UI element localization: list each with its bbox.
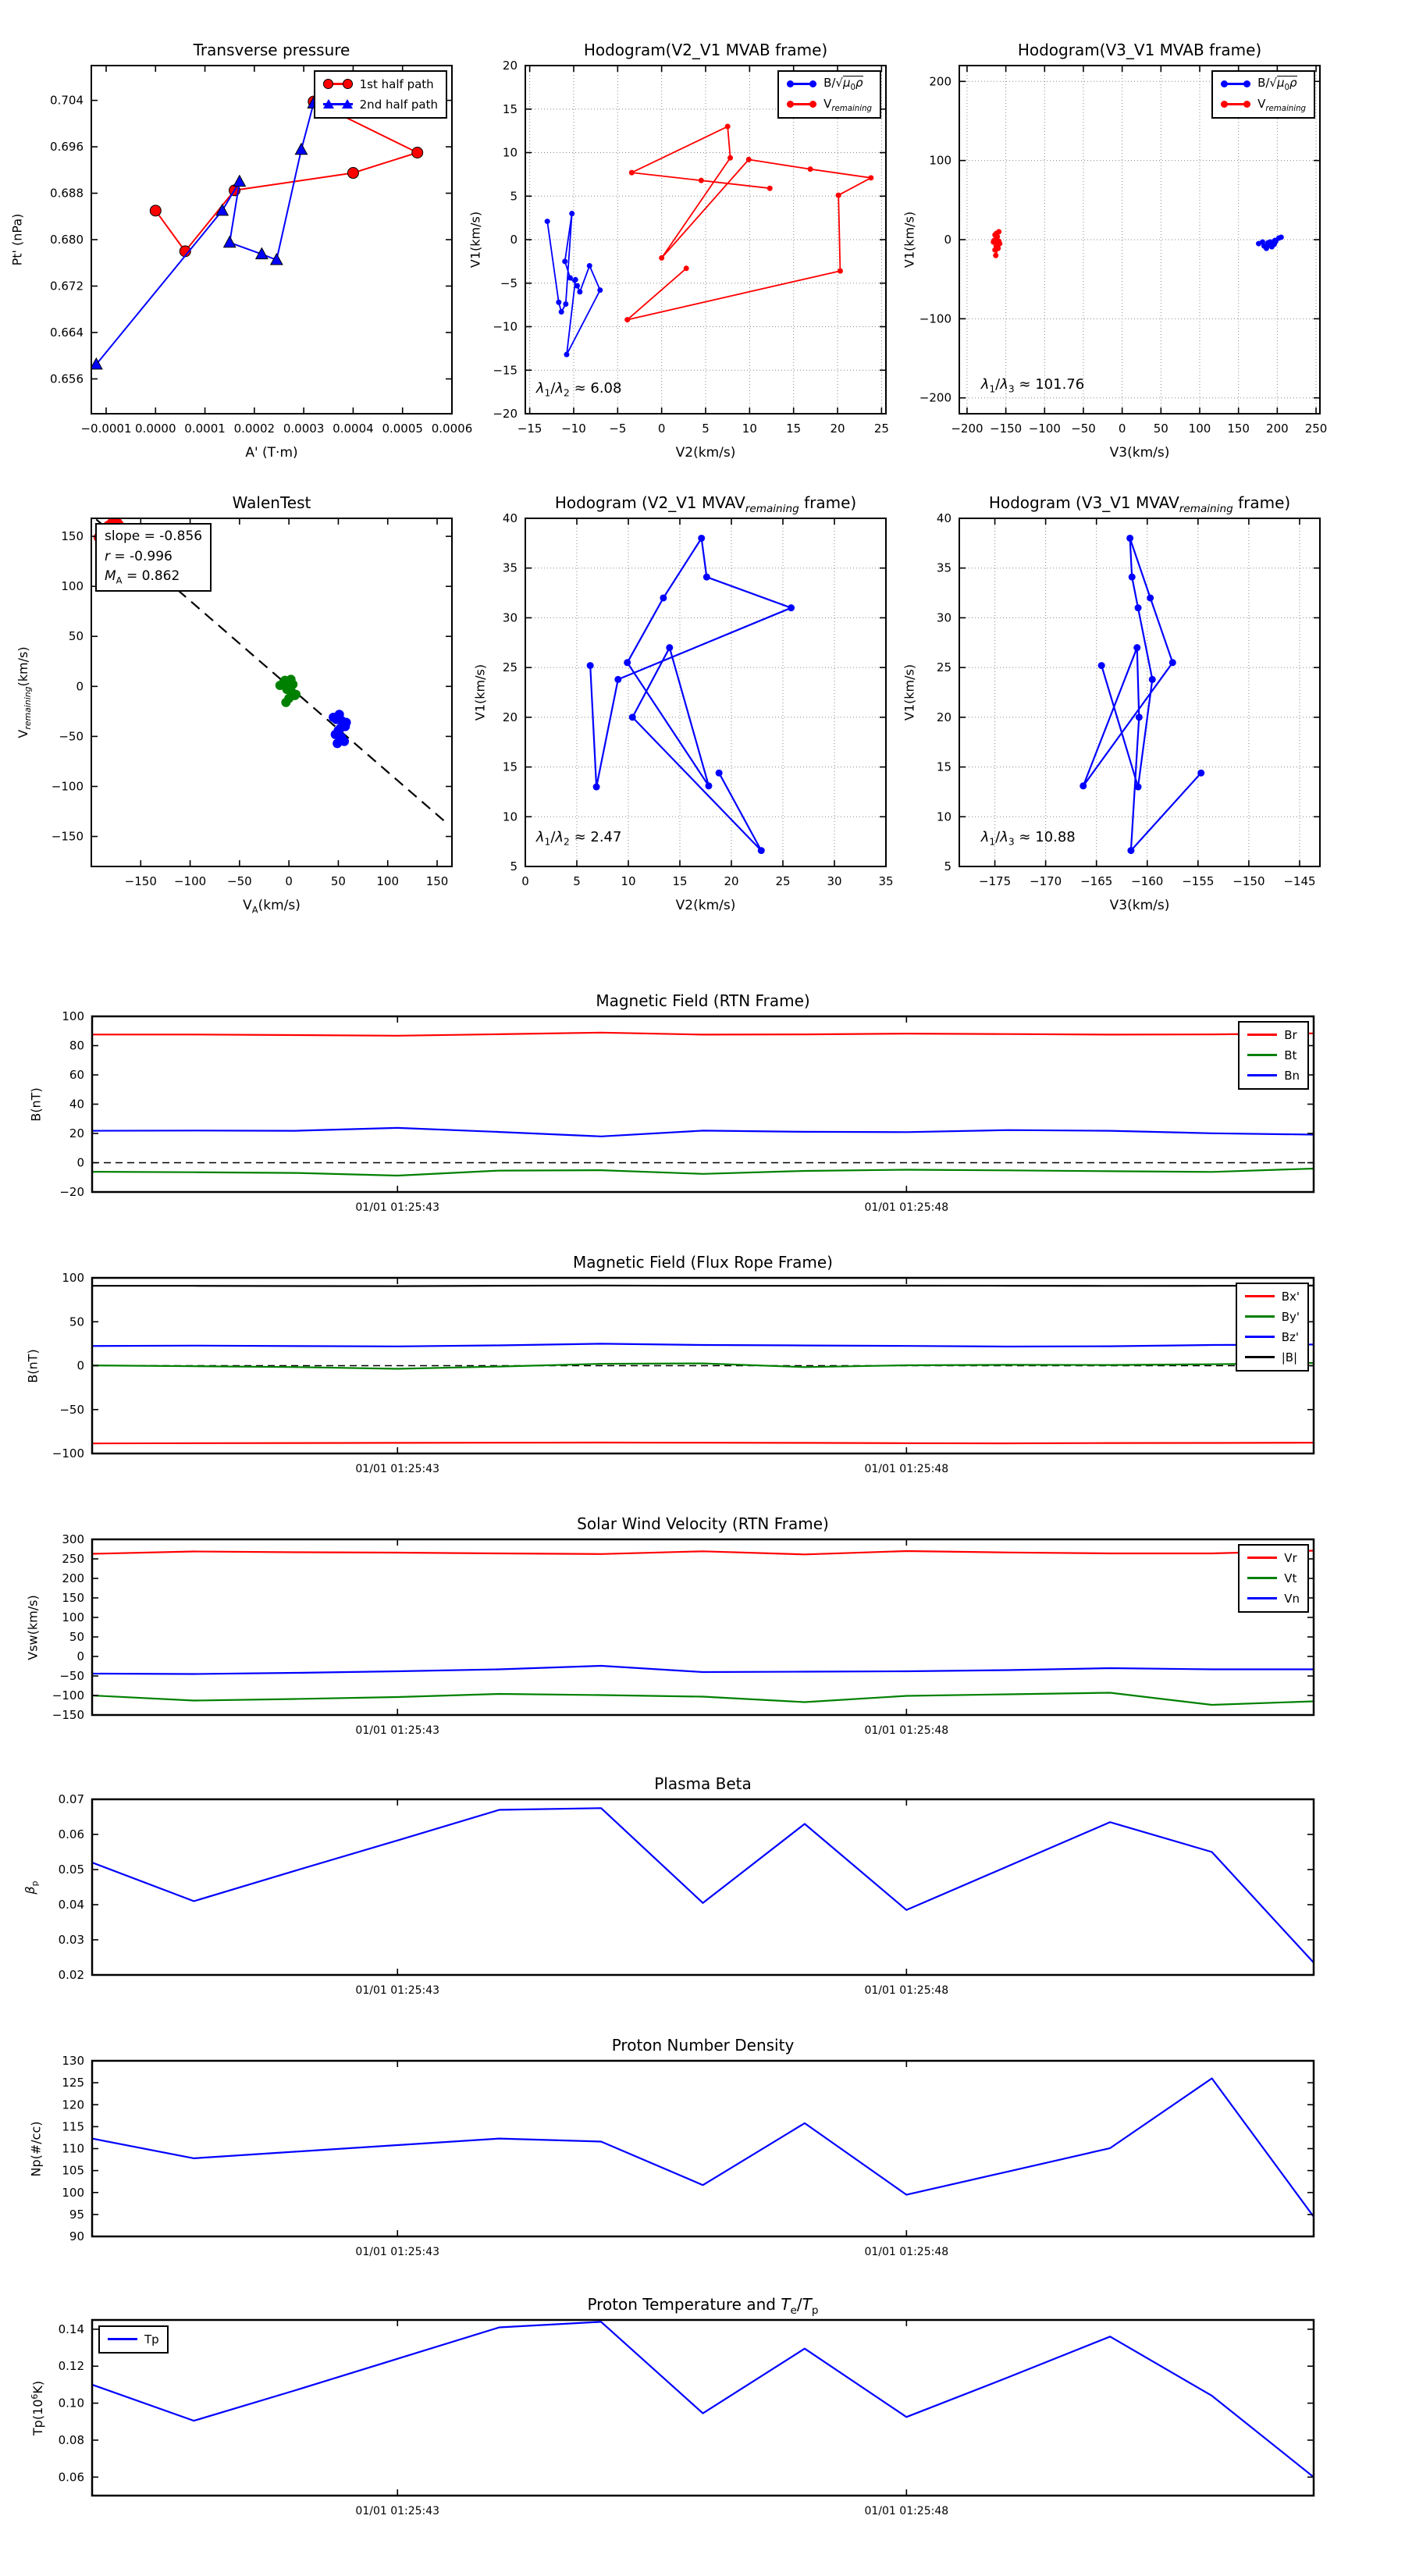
annotation-hodogram-v2v1-mvab-0: $\lambda_1/\lambda_2 \approx 6.08$ <box>535 379 622 399</box>
legend-label: By' <box>1281 1310 1300 1324</box>
y-tick-label: 15 <box>936 760 951 774</box>
x-tick-label: 01/01 01:25:48 <box>864 2505 949 2517</box>
x-tick-label: 01/01 01:25:43 <box>355 1201 440 1214</box>
y-tick-label: −100 <box>52 1446 84 1461</box>
series-Vt <box>92 1693 1314 1706</box>
y-tick-label: 0.08 <box>58 2432 84 2447</box>
x-tick-label: −10 <box>561 422 586 436</box>
chart-title-hodogram-v2v1-mvab: Hodogram(V2_V1 MVAB frame) <box>583 41 828 59</box>
legend-line-sample-icon <box>323 78 353 91</box>
legend-line-sample-icon <box>1247 1069 1277 1082</box>
x-tick-label: 0.0003 <box>283 422 325 436</box>
x-tick-label: 100 <box>1188 422 1211 436</box>
legend-solar-wind-velocity-rtn <box>1238 1544 1309 1613</box>
y-tick-label: 100 <box>62 1271 84 1285</box>
legend-item <box>323 74 438 94</box>
legend-item <box>1245 1347 1300 1368</box>
y-tick-label: 0.656 <box>50 372 84 386</box>
y-tick-label: 40 <box>936 511 951 525</box>
x-tick-label: 15 <box>786 422 802 436</box>
y-tick-label: −100 <box>919 311 951 326</box>
y-tick-label: 150 <box>61 529 84 544</box>
chart-title-proton-number-density: Proton Number Density <box>611 2036 795 2055</box>
series-1st half path <box>155 101 417 251</box>
chart-title-plasma-beta: Plasma Beta <box>654 1774 752 1793</box>
x-tick-label: 01/01 01:25:43 <box>355 1724 440 1737</box>
legend-item <box>1247 1066 1300 1086</box>
x-tick-label: −150 <box>1232 874 1265 888</box>
y-tick-label: 50 <box>69 1315 84 1329</box>
chart-magnetic-field-flux-rope <box>52 1271 1314 1475</box>
x-tick-label: 0.0001 <box>184 422 226 436</box>
legend-label: $V_{remaining}$ <box>1257 96 1306 113</box>
x-tick-label: 150 <box>425 874 449 888</box>
x-tick-label: −50 <box>1071 422 1096 436</box>
x-tick-label: 50 <box>1153 422 1168 436</box>
series-2nd half path <box>96 103 314 365</box>
legend-line-sample-icon <box>1221 98 1250 111</box>
y-tick-label: 0.14 <box>58 2322 84 2336</box>
y-tick-label: 10 <box>502 809 518 824</box>
y-tick-label: −150 <box>51 829 84 844</box>
legend-line-sample-icon <box>1247 1049 1277 1062</box>
x-tick-label: 01/01 01:25:48 <box>864 1463 949 1475</box>
legend-line-sample-icon <box>1247 1592 1277 1605</box>
y-tick-label: 35 <box>936 560 951 575</box>
y-tick-label: 5 <box>510 859 518 873</box>
y-tick-label: 90 <box>69 2229 84 2243</box>
legend-label: Vr <box>1284 1551 1297 1565</box>
y-axis-label-hodogram-v3v1-mvav: V1(km/s) <box>902 664 917 721</box>
y-tick-label: 0 <box>76 1649 84 1663</box>
y-tick-label: 120 <box>62 2097 84 2112</box>
x-tick-label: 01/01 01:25:43 <box>355 2505 440 2517</box>
y-tick-label: 0.688 <box>50 186 84 201</box>
y-tick-label: 0 <box>76 1155 84 1170</box>
y-tick-label: 200 <box>929 74 951 89</box>
legend-proton-temperature <box>98 2325 169 2354</box>
series-Br <box>92 1033 1314 1036</box>
x-tick-label: −175 <box>978 874 1012 888</box>
y-axis-label-hodogram-v3v1-mvab: V1(km/s) <box>902 211 917 269</box>
y-tick-label: 5 <box>510 189 518 204</box>
x-tick-label: −160 <box>1131 874 1164 888</box>
y-tick-label: 0.10 <box>58 2396 84 2411</box>
chart-title-proton-temperature: Proton Temperature and $T_e/T_p$ <box>587 2295 819 2317</box>
y-tick-label: 300 <box>62 1532 84 1546</box>
chart-title-solar-wind-velocity: Solar Wind Velocity (RTN Frame) <box>577 1514 829 1533</box>
y-tick-label: 35 <box>502 560 518 575</box>
annotation-hodogram-v3v1-mvav-0: $\lambda_1/\lambda_3 \approx 10.88$ <box>980 829 1076 848</box>
legend-label: Tp <box>144 2332 159 2347</box>
legend-label: Vn <box>1284 1592 1300 1606</box>
x-tick-label: 01/01 01:25:48 <box>864 1984 949 1997</box>
y-tick-label: 0.05 <box>58 1863 84 1877</box>
legend-item <box>1221 74 1306 94</box>
legend-line-sample-icon <box>1221 78 1250 91</box>
chart-magnetic-field-rtn <box>59 1009 1314 1214</box>
legend-label: Bx' <box>1281 1290 1300 1304</box>
legend-item <box>1245 1286 1300 1307</box>
y-tick-label: −50 <box>59 729 84 744</box>
x-tick-label: 0 <box>285 874 293 888</box>
series-V2-V1 path <box>590 539 791 851</box>
x-tick-label: 0 <box>1118 422 1126 436</box>
y-tick-label: 110 <box>62 2141 84 2156</box>
legend-item <box>787 94 872 115</box>
legend-item <box>323 94 438 115</box>
x-tick-label: 25 <box>873 422 889 436</box>
legend-line-sample-icon <box>1245 1351 1275 1364</box>
chart-proton-temperature <box>59 2320 1314 2517</box>
y-axis-label-hodogram-v2v1-mvav: V1(km/s) <box>472 664 488 721</box>
y-tick-label: 15 <box>502 760 518 774</box>
chart-solar-wind-velocity-rtn <box>52 1532 1314 1737</box>
x-tick-label: −100 <box>1028 422 1061 436</box>
y-tick-label: 40 <box>69 1097 84 1112</box>
series-V remaining <box>628 126 871 320</box>
chart-title-magnetic-field-rtn: Magnetic Field (RTN Frame) <box>596 991 810 1010</box>
x-tick-label: 100 <box>376 874 400 888</box>
series-Bn <box>92 1128 1314 1137</box>
legend-item <box>1247 1589 1300 1609</box>
series-beta-p <box>92 1808 1314 1962</box>
x-tick-label: 50 <box>330 874 346 888</box>
chart-title-magnetic-field-flux-rope: Magnetic Field (Flux Rope Frame) <box>573 1253 833 1272</box>
x-tick-label: 01/01 01:25:43 <box>355 2246 440 2258</box>
legend-label: 2nd half path <box>359 98 438 112</box>
legend-line-sample-icon <box>1245 1290 1275 1303</box>
y-tick-label: 0.04 <box>58 1898 84 1912</box>
stats-box-walen-test: slope = -0.856 r = -0.996 $M_A = 0.862$ <box>95 523 212 592</box>
y-axis-label-solar-wind-velocity-rtn: Vsw(km/s) <box>25 1594 41 1660</box>
x-tick-label: 01/01 01:25:43 <box>355 1463 440 1475</box>
legend-line-sample-icon <box>787 78 816 91</box>
y-tick-label: 10 <box>502 145 518 160</box>
y-axis-label-transverse-pressure: Pt' (nPa) <box>9 213 25 266</box>
x-tick-label: −145 <box>1283 874 1316 888</box>
chart-transverse-pressure <box>50 66 472 436</box>
legend-magnetic-field-rtn <box>1238 1021 1309 1090</box>
x-axis-label-walen-test: $V_A(km/s)$ <box>243 898 301 916</box>
y-tick-label: 105 <box>62 2163 84 2178</box>
y-tick-label: 115 <box>62 2119 84 2134</box>
chart-title-hodogram-v3v1-mvav: Hodogram (V3_V1 $MVAV_{remaining}$ frame) <box>988 493 1291 515</box>
series-Bz' <box>92 1343 1314 1347</box>
y-axis-label-plasma-beta: $\beta_p$ <box>22 1880 41 1895</box>
legend-line-sample-icon <box>787 98 816 111</box>
y-tick-label: −200 <box>919 390 951 405</box>
y-tick-label: 250 <box>62 1552 84 1566</box>
legend-line-sample-icon <box>1247 1552 1277 1564</box>
y-tick-label: 20 <box>936 710 951 724</box>
x-tick-label: 5 <box>573 874 581 888</box>
x-tick-label: −165 <box>1080 874 1113 888</box>
x-tick-label: 10 <box>621 874 636 888</box>
series-Vn <box>92 1666 1314 1674</box>
y-axis-label-walen-test: $V_{remaining}(km/s)$ <box>15 646 34 738</box>
y-tick-label: 30 <box>936 610 951 625</box>
legend-label: |B| <box>1281 1350 1298 1364</box>
y-tick-label: 0.03 <box>58 1933 84 1947</box>
y-tick-label: −100 <box>52 1688 84 1703</box>
y-tick-label: 100 <box>61 579 84 594</box>
x-tick-label: −15 <box>517 422 542 436</box>
x-tick-label: 30 <box>827 874 842 888</box>
series-V3-V1 path <box>1083 539 1201 851</box>
x-tick-label: 35 <box>878 874 894 888</box>
x-tick-label: 01/01 01:25:48 <box>864 2246 949 2258</box>
chart-title-hodogram-v3v1-mvab: Hodogram(V3_V1 MVAB frame) <box>1017 41 1262 59</box>
annotation-hodogram-v2v1-mvav-0: $\lambda_1/\lambda_2 \approx 2.47$ <box>535 829 622 848</box>
y-tick-label: 25 <box>502 660 518 675</box>
y-axis-label-proton-temperature: $Tp(10^6K)$ <box>29 2380 46 2435</box>
series-Bt <box>92 1169 1314 1176</box>
legend-line-sample-icon <box>1245 1311 1275 1323</box>
y-tick-label: 0.672 <box>50 279 84 294</box>
y-tick-label: 20 <box>502 710 518 724</box>
legend-magnetic-field-flux-rope <box>1236 1283 1309 1372</box>
y-tick-label: 30 <box>502 610 518 625</box>
x-tick-label: 200 <box>1266 422 1289 436</box>
y-tick-label: −15 <box>493 363 518 378</box>
y-axis-label-proton-number-density: Np(#/cc) <box>28 2121 44 2176</box>
x-tick-label: 20 <box>830 422 845 436</box>
legend-line-sample-icon <box>323 98 353 111</box>
legend-item <box>108 2329 159 2350</box>
chart-title-transverse-pressure: Transverse pressure <box>193 41 350 59</box>
y-tick-label: 0 <box>510 233 518 247</box>
legend-item <box>1247 1045 1300 1066</box>
y-tick-label: 0.664 <box>50 325 84 340</box>
y-axis-label-hodogram-v2v1-mvab: V1(km/s) <box>468 211 483 269</box>
y-tick-label: −5 <box>500 276 518 290</box>
y-tick-label: 150 <box>62 1591 84 1605</box>
legend-label: $B/√\mu_0\rho$ <box>823 76 863 93</box>
x-tick-label: 0.0002 <box>233 422 276 436</box>
y-tick-label: −50 <box>59 1669 84 1683</box>
y-tick-label: 0 <box>76 679 84 694</box>
y-tick-label: 0.12 <box>58 2359 84 2374</box>
legend-label: 1st half path <box>359 77 434 91</box>
y-tick-label: 50 <box>68 629 84 644</box>
series-Np <box>92 2079 1314 2217</box>
legend-line-sample-icon <box>108 2333 137 2346</box>
legend-line-sample-icon <box>1245 1331 1275 1343</box>
y-tick-label: 95 <box>69 2207 84 2222</box>
x-tick-label: 0.0000 <box>135 422 176 436</box>
x-tick-label: 20 <box>724 874 739 888</box>
x-tick-label: −0.0001 <box>80 422 132 436</box>
x-axis-label-hodogram-v2v1-mvab: V2(km/s) <box>675 445 736 461</box>
chart-title-hodogram-v2v1-mvav: Hodogram (V2_V1 $MVAV_{remaining}$ frame) <box>554 493 857 515</box>
y-tick-label: 20 <box>502 59 518 73</box>
x-tick-label: −150 <box>990 422 1023 436</box>
legend-item <box>1247 1025 1300 1045</box>
x-tick-label: −170 <box>1030 874 1062 888</box>
x-axis-label-hodogram-v2v1-mvav: V2(km/s) <box>675 898 736 913</box>
y-tick-label: 200 <box>62 1571 84 1585</box>
x-axis-label-hodogram-v3v1-mvav: V3(km/s) <box>1109 898 1170 913</box>
y-tick-label: 0.696 <box>50 140 84 155</box>
y-tick-label: 100 <box>62 2185 84 2200</box>
x-tick-label: 0.0005 <box>382 422 423 436</box>
y-axis-label-magnetic-field-rtn: B(nT) <box>28 1087 44 1122</box>
y-tick-label: 20 <box>69 1126 84 1140</box>
y-tick-label: 100 <box>62 1610 84 1624</box>
y-tick-label: 80 <box>69 1038 84 1053</box>
series-Vr <box>92 1551 1314 1555</box>
chart-plasma-beta <box>59 1792 1314 1997</box>
x-tick-label: −155 <box>1182 874 1215 888</box>
x-tick-label: 150 <box>1227 422 1250 436</box>
x-tick-label: 15 <box>672 874 688 888</box>
legend-label: $B/√\mu_0\rho$ <box>1257 76 1297 93</box>
x-tick-label: 0 <box>657 422 666 436</box>
x-tick-label: 01/01 01:25:48 <box>864 1724 949 1737</box>
x-tick-label: −50 <box>227 874 252 888</box>
legend-item <box>1245 1307 1300 1327</box>
y-tick-label: 0.704 <box>50 93 84 108</box>
y-tick-label: 100 <box>62 1009 84 1023</box>
legend-label: Vt <box>1284 1571 1297 1585</box>
y-tick-label: 0.06 <box>58 2470 84 2485</box>
x-tick-label: 01/01 01:25:43 <box>355 1984 440 1997</box>
x-tick-label: 5 <box>702 422 710 436</box>
series-Tp <box>92 2322 1314 2477</box>
legend-label: Bz' <box>1281 1330 1299 1344</box>
x-tick-label: 250 <box>1304 422 1328 436</box>
x-tick-label: 0.0006 <box>431 422 473 436</box>
y-tick-label: 50 <box>69 1630 84 1644</box>
y-tick-label: 130 <box>62 2054 84 2068</box>
y-tick-label: 0.07 <box>58 1792 84 1806</box>
y-tick-label: 40 <box>502 511 518 525</box>
x-tick-label: −150 <box>124 874 157 888</box>
chart-title-walen-test: WalenTest <box>232 493 311 512</box>
x-tick-label: −100 <box>173 874 207 888</box>
y-tick-label: −20 <box>493 407 518 421</box>
legend-item <box>1221 94 1306 115</box>
legend-item <box>787 74 872 94</box>
legend-item <box>1247 1568 1300 1589</box>
legend-transverse-pressure <box>314 70 447 119</box>
y-tick-label: −20 <box>59 1185 84 1199</box>
x-tick-label: −5 <box>609 422 627 436</box>
x-tick-label: 0.0004 <box>333 422 374 436</box>
y-tick-label: 5 <box>944 859 951 873</box>
legend-label: $V_{remaining}$ <box>823 96 872 113</box>
y-tick-label: 0 <box>944 233 951 247</box>
y-tick-label: 0.06 <box>58 1827 84 1841</box>
x-tick-label: −200 <box>951 422 984 436</box>
chart-proton-number-density <box>62 2054 1314 2258</box>
y-tick-label: 10 <box>936 809 951 824</box>
y-tick-label: 125 <box>62 2076 84 2090</box>
legend-hodogram-v3v1-mvab <box>1211 70 1315 119</box>
y-tick-label: −10 <box>493 319 518 334</box>
x-axis-label-hodogram-v3v1-mvab: V3(km/s) <box>1109 445 1170 461</box>
y-tick-label: 0.680 <box>50 233 84 247</box>
x-tick-label: 01/01 01:25:48 <box>864 1201 949 1214</box>
x-tick-label: 25 <box>775 874 791 888</box>
y-tick-label: −150 <box>52 1708 84 1722</box>
annotation-hodogram-v3v1-mvab-0: $\lambda_1/\lambda_3 \approx 101.76$ <box>980 376 1085 395</box>
legend-line-sample-icon <box>1247 1029 1277 1041</box>
legend-label: Bn <box>1284 1069 1300 1083</box>
legend-label: Br <box>1284 1028 1297 1042</box>
y-tick-label: −50 <box>59 1402 84 1417</box>
y-tick-label: 15 <box>502 101 518 116</box>
y-tick-label: 0.02 <box>58 1968 84 1982</box>
legend-line-sample-icon <box>1247 1572 1277 1585</box>
x-tick-label: 10 <box>742 422 757 436</box>
legend-label: Bt <box>1284 1048 1297 1062</box>
y-axis-label-magnetic-field-flux-rope: B(nT) <box>25 1348 41 1383</box>
y-tick-label: 100 <box>929 153 951 168</box>
x-tick-label: 0 <box>521 874 529 888</box>
y-tick-label: 0 <box>76 1358 84 1373</box>
y-tick-label: −100 <box>51 779 84 794</box>
y-tick-label: 60 <box>69 1068 84 1082</box>
legend-item <box>1245 1327 1300 1347</box>
legend-item <box>1247 1548 1300 1568</box>
legend-hodogram-v2v1-mvab <box>777 70 881 119</box>
y-tick-label: 25 <box>936 660 951 675</box>
x-axis-label-transverse-pressure: A' (T·m) <box>245 445 298 461</box>
